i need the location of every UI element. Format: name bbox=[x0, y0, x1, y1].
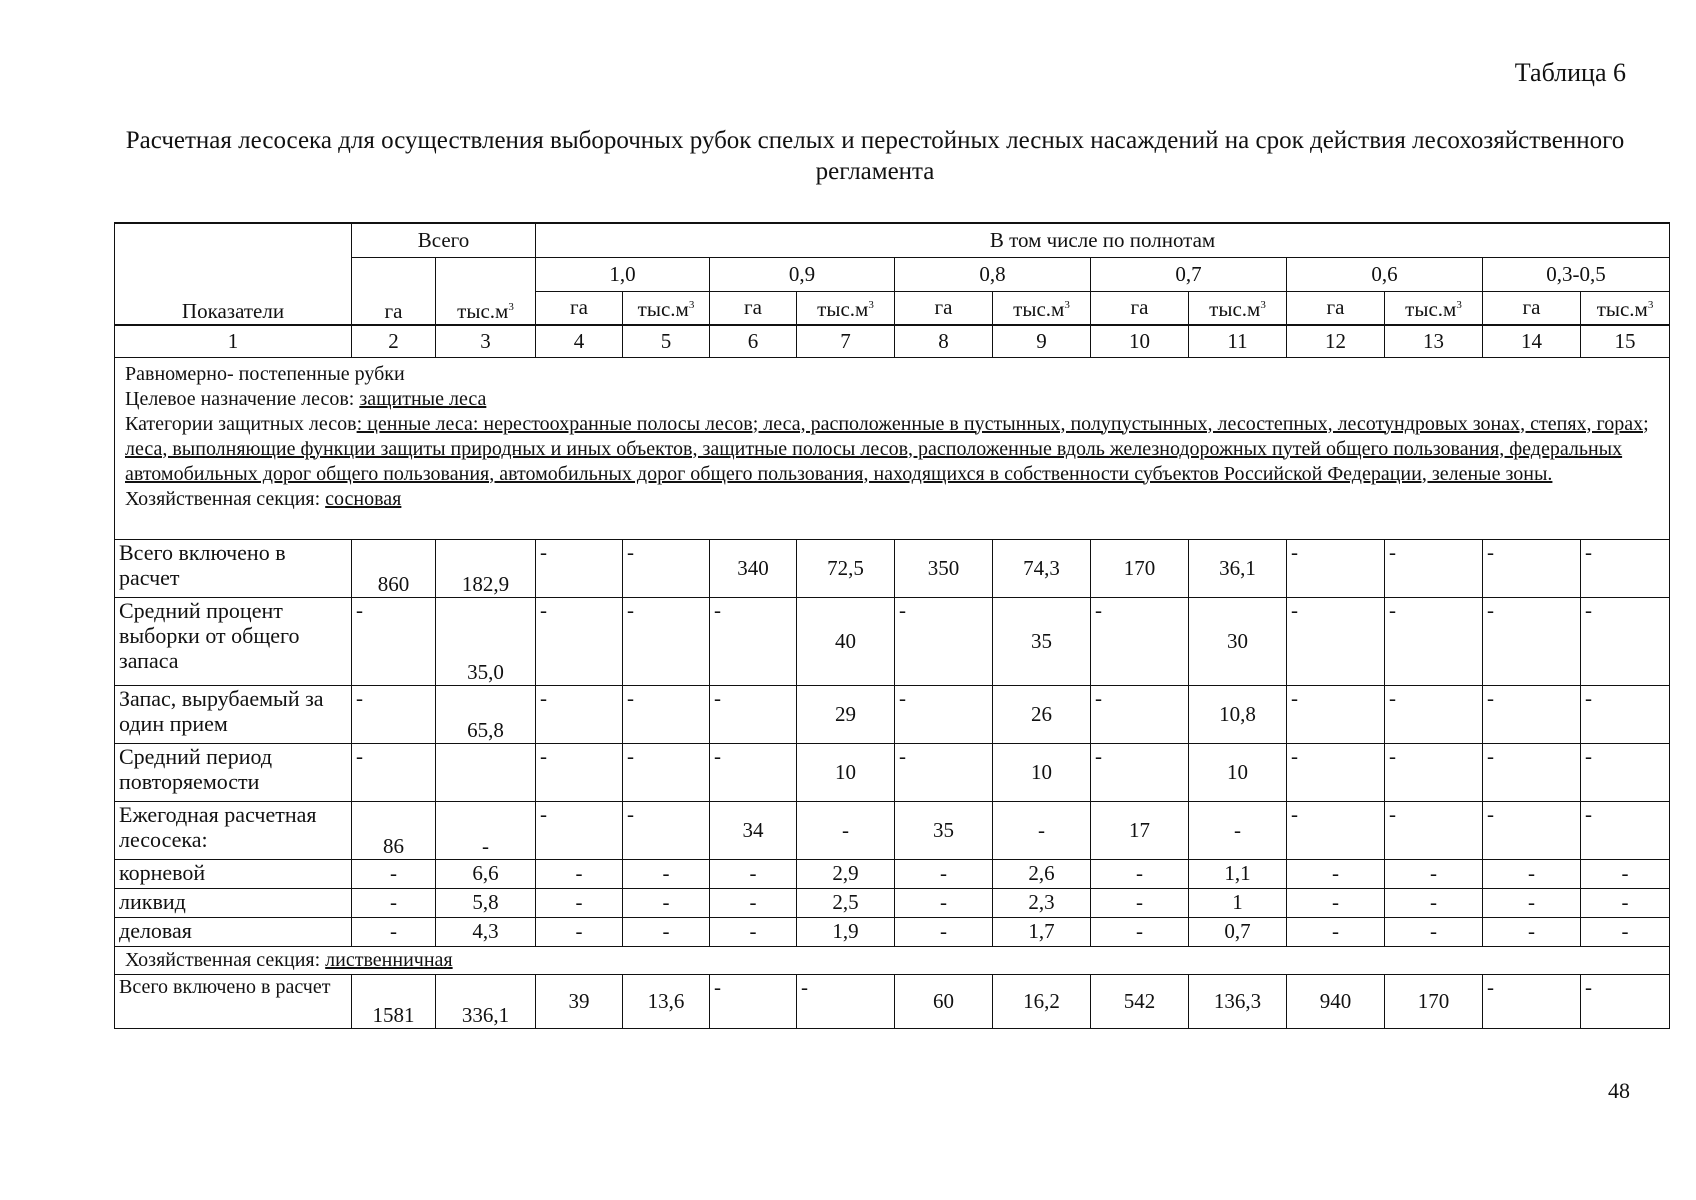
table-cell: 350 bbox=[895, 539, 993, 597]
table-cell: 940 bbox=[1287, 974, 1385, 1028]
table-number: Таблица 6 bbox=[1514, 58, 1626, 87]
table-cell: - bbox=[623, 685, 710, 743]
table-cell: 1 bbox=[1189, 888, 1287, 917]
table-cell: - bbox=[536, 685, 623, 743]
header-density-4: 0,7 bbox=[1091, 257, 1287, 291]
table-cell: - bbox=[1385, 743, 1483, 801]
table-cell: 170 bbox=[1385, 974, 1483, 1028]
col-number: 6 bbox=[710, 325, 797, 357]
table-cell: - bbox=[1581, 917, 1670, 946]
col-number: 7 bbox=[797, 325, 895, 357]
table-cell: 1581 bbox=[352, 974, 436, 1028]
table-cell: 10 bbox=[797, 743, 895, 801]
table-row bbox=[115, 743, 1670, 801]
row-label: Средний период повторяемости bbox=[115, 743, 352, 801]
table-cell: - bbox=[1287, 801, 1385, 859]
table-cell: - bbox=[710, 974, 797, 1028]
header-density-6: 0,3-0,5 bbox=[1483, 257, 1670, 291]
header-including: В том числе по полнотам bbox=[536, 223, 1670, 257]
table-cell: - bbox=[1581, 539, 1670, 597]
table-cell: - bbox=[710, 597, 797, 685]
table-cell: 182,9 bbox=[436, 539, 536, 597]
table-cell: - bbox=[710, 859, 797, 888]
table-cell: - bbox=[352, 888, 436, 917]
table-cell: - bbox=[1483, 539, 1581, 597]
table-cell: - bbox=[1385, 888, 1483, 917]
col-number: 3 bbox=[436, 325, 536, 357]
table-cell: - bbox=[352, 743, 436, 801]
unit-ha: га bbox=[710, 291, 797, 325]
table-cell: - bbox=[352, 917, 436, 946]
cutting-area-table bbox=[114, 222, 1670, 1029]
table-cell: - bbox=[710, 888, 797, 917]
table-cell: 36,1 bbox=[1189, 539, 1287, 597]
section-row bbox=[115, 946, 1670, 974]
table-cell: 2,6 bbox=[993, 859, 1091, 888]
table-cell: - bbox=[895, 597, 993, 685]
table-cell: 13,6 bbox=[623, 974, 710, 1028]
table-cell: - bbox=[1483, 974, 1581, 1028]
table-cell: - bbox=[1385, 859, 1483, 888]
table-cell: - bbox=[536, 917, 623, 946]
header-density-5: 0,6 bbox=[1287, 257, 1483, 291]
header-total: Всего bbox=[352, 223, 536, 257]
table-cell: 136,3 bbox=[1189, 974, 1287, 1028]
table-cell: - bbox=[1091, 597, 1189, 685]
table-cell: - bbox=[1581, 888, 1670, 917]
table-cell: - bbox=[895, 917, 993, 946]
table-cell: 39 bbox=[536, 974, 623, 1028]
col-number: 13 bbox=[1385, 325, 1483, 357]
table-cell: 1,7 bbox=[993, 917, 1091, 946]
table-cell: - bbox=[352, 685, 436, 743]
table-cell: - bbox=[1483, 597, 1581, 685]
col-number: 9 bbox=[993, 325, 1091, 357]
table-cell: - bbox=[895, 888, 993, 917]
table-cell: - bbox=[623, 597, 710, 685]
col-number: 15 bbox=[1581, 325, 1670, 357]
table-cell: - bbox=[1189, 801, 1287, 859]
forest-categories: Категории защитных лесов: ценные леса: нерестоохранные полосы лесов; леса, расположенные в пустынных, полупустынных, лесостепных, лесотундровых зонах, степях, горах; леса, выполняющие функции защиты природных и иных объектов, защитные полосы лесов, расположенные вдоль железнодорожных путей общего пользования, федеральных автомобильных дорог общего пользования, автомобильных дорог общего пользования, находящихся в собственности субъектов Российской Федерации, зеленые зоны. bbox=[125, 412, 1649, 485]
table-row bbox=[115, 539, 1670, 597]
table-cell: 2,9 bbox=[797, 859, 895, 888]
table-cell: - bbox=[1287, 917, 1385, 946]
row-label: корневой bbox=[115, 859, 352, 888]
col-number: 4 bbox=[536, 325, 623, 357]
table-cell: - bbox=[993, 801, 1091, 859]
row-label: Всего включено в расчет bbox=[115, 539, 352, 597]
table-cell: - bbox=[1483, 917, 1581, 946]
table-cell: - bbox=[536, 801, 623, 859]
col-number: 10 bbox=[1091, 325, 1189, 357]
table-cell: 35 bbox=[895, 801, 993, 859]
table-cell: - bbox=[436, 801, 536, 859]
table-cell: 17 bbox=[1091, 801, 1189, 859]
table-cell: - bbox=[797, 974, 895, 1028]
table-row bbox=[115, 859, 1670, 888]
table-cell: - bbox=[1385, 597, 1483, 685]
unit-m3: $тыс.м^3$ bbox=[993, 291, 1091, 325]
table-cell: - bbox=[1287, 859, 1385, 888]
table-cell: - bbox=[352, 859, 436, 888]
table-cell: 6,6 bbox=[436, 859, 536, 888]
forest-section: Хозяйственная секция: сосновая bbox=[125, 487, 402, 510]
row-label: деловая bbox=[115, 917, 352, 946]
table-cell: - bbox=[1483, 743, 1581, 801]
col-number: 11 bbox=[1189, 325, 1287, 357]
table-cell: - bbox=[1385, 801, 1483, 859]
table-cell: 40 bbox=[797, 597, 895, 685]
unit-ha: га bbox=[895, 291, 993, 325]
table-cell: 86 bbox=[352, 801, 436, 859]
table-cell: - bbox=[1581, 685, 1670, 743]
col-number: 8 bbox=[895, 325, 993, 357]
table-cell: 16,2 bbox=[993, 974, 1091, 1028]
header-indicators: Показатели bbox=[115, 223, 352, 325]
table-cell: - bbox=[352, 597, 436, 685]
table-cell: 860 bbox=[352, 539, 436, 597]
unit-ha: га bbox=[1483, 291, 1581, 325]
table-cell: 29 bbox=[797, 685, 895, 743]
table-cell: 26 bbox=[993, 685, 1091, 743]
table-cell: 65,8 bbox=[436, 685, 536, 743]
table-cell: - bbox=[623, 743, 710, 801]
col-number: 12 bbox=[1287, 325, 1385, 357]
table-cell: - bbox=[1581, 859, 1670, 888]
unit-m3: $тыс.м^3$ bbox=[797, 291, 895, 325]
table-cell: - bbox=[623, 539, 710, 597]
table-cell: - bbox=[536, 743, 623, 801]
unit-ha: га bbox=[1091, 291, 1189, 325]
table-cell: - bbox=[1581, 743, 1670, 801]
table-cell: - bbox=[536, 888, 623, 917]
col-number: 1 bbox=[115, 325, 352, 357]
table-cell: - bbox=[1581, 974, 1670, 1028]
table-row bbox=[115, 685, 1670, 743]
table-cell: 72,5 bbox=[797, 539, 895, 597]
table-cell: - bbox=[1483, 801, 1581, 859]
unit-m3: $тыс.м^3$ bbox=[1581, 291, 1670, 325]
table-cell: - bbox=[1091, 917, 1189, 946]
table-cell: 35,0 bbox=[436, 597, 536, 685]
table-cell: 340 bbox=[710, 539, 797, 597]
table-row bbox=[115, 888, 1670, 917]
row-label: Всего включено в расчет bbox=[115, 974, 352, 1028]
table-cell: - bbox=[1091, 859, 1189, 888]
unit-m3: $тыс.м^3$ bbox=[1385, 291, 1483, 325]
table-cell: - bbox=[623, 888, 710, 917]
table-cell: - bbox=[623, 801, 710, 859]
document-title: Расчетная лесосека для осуществления выборочных рубок спелых и перестойных лесных насаждений на срок действия лесохозяйственного регламента bbox=[125, 127, 1625, 185]
row-label: Ежегодная расчетная лесосека: bbox=[115, 801, 352, 859]
unit-m3: $тыс.м^3$ bbox=[1189, 291, 1287, 325]
unit-m3: $тыс.м^3$ bbox=[623, 291, 710, 325]
table-cell: - bbox=[1385, 917, 1483, 946]
header-total-ha: га bbox=[352, 257, 436, 325]
table-cell: - bbox=[536, 859, 623, 888]
table-cell: - bbox=[1581, 801, 1670, 859]
table-cell: 4,3 bbox=[436, 917, 536, 946]
table-cell: - bbox=[1287, 539, 1385, 597]
header-total-m3: $тыс.м^3$ bbox=[436, 257, 536, 325]
table-cell: 1,9 bbox=[797, 917, 895, 946]
table-cell: 542 bbox=[1091, 974, 1189, 1028]
table-row bbox=[115, 801, 1670, 859]
table-cell: 10 bbox=[993, 743, 1091, 801]
unit-ha: га bbox=[1287, 291, 1385, 325]
table-cell: 5,8 bbox=[436, 888, 536, 917]
table-row bbox=[115, 974, 1670, 1028]
table-cell: - bbox=[1385, 685, 1483, 743]
header-density-1: 1,0 bbox=[536, 257, 710, 291]
table-cell bbox=[436, 743, 536, 801]
table-cell: - bbox=[1483, 888, 1581, 917]
forest-purpose: Целевое назначение лесов: защитные леса bbox=[125, 387, 487, 410]
col-number: 5 bbox=[623, 325, 710, 357]
header-density-3: 0,8 bbox=[895, 257, 1091, 291]
table-cell: - bbox=[1483, 685, 1581, 743]
table-cell: 35 bbox=[993, 597, 1091, 685]
table-cell: 170 bbox=[1091, 539, 1189, 597]
page-number: 48 bbox=[1608, 1078, 1630, 1103]
table-cell: - bbox=[710, 743, 797, 801]
table-cell: - bbox=[1287, 743, 1385, 801]
table-cell: 336,1 bbox=[436, 974, 536, 1028]
header-density-2: 0,9 bbox=[710, 257, 895, 291]
table-cell: - bbox=[536, 597, 623, 685]
table-cell: - bbox=[895, 743, 993, 801]
col-number: 14 bbox=[1483, 325, 1581, 357]
row-label: Средний процент выборки от общего запаса bbox=[115, 597, 352, 685]
col-number: 2 bbox=[352, 325, 436, 357]
table-cell: - bbox=[895, 685, 993, 743]
table-cell: 2,5 bbox=[797, 888, 895, 917]
row-label: Запас, вырубаемый за один прием bbox=[115, 685, 352, 743]
table-cell: - bbox=[1385, 539, 1483, 597]
table-cell: - bbox=[1091, 888, 1189, 917]
row-label: ликвид bbox=[115, 888, 352, 917]
table-cell: - bbox=[1287, 685, 1385, 743]
unit-ha: га bbox=[536, 291, 623, 325]
cutting-type: Равномерно- постепенные рубки bbox=[125, 362, 405, 385]
table-cell: - bbox=[623, 917, 710, 946]
table-cell: - bbox=[895, 859, 993, 888]
info-block bbox=[115, 357, 1670, 539]
table-cell: - bbox=[536, 539, 623, 597]
table-cell: 10 bbox=[1189, 743, 1287, 801]
table-cell: - bbox=[1091, 743, 1189, 801]
table-cell: 1,1 bbox=[1189, 859, 1287, 888]
table-cell: 2,3 bbox=[993, 888, 1091, 917]
table-cell: - bbox=[1287, 888, 1385, 917]
table-cell: - bbox=[1287, 597, 1385, 685]
table-cell: 34 bbox=[710, 801, 797, 859]
table-cell: 74,3 bbox=[993, 539, 1091, 597]
table-cell: - bbox=[710, 685, 797, 743]
table-cell: - bbox=[623, 859, 710, 888]
table-cell: 10,8 bbox=[1189, 685, 1287, 743]
table-row bbox=[115, 597, 1670, 685]
table-cell: - bbox=[1581, 597, 1670, 685]
table-cell: 30 bbox=[1189, 597, 1287, 685]
table-cell: - bbox=[1483, 859, 1581, 888]
forest-section-2: Хозяйственная секция: лиственничная bbox=[115, 946, 1670, 974]
table-cell: 0,7 bbox=[1189, 917, 1287, 946]
table-cell: 60 bbox=[895, 974, 993, 1028]
table-cell: - bbox=[1091, 685, 1189, 743]
table-cell: - bbox=[710, 917, 797, 946]
table-row bbox=[115, 917, 1670, 946]
table-cell: - bbox=[797, 801, 895, 859]
